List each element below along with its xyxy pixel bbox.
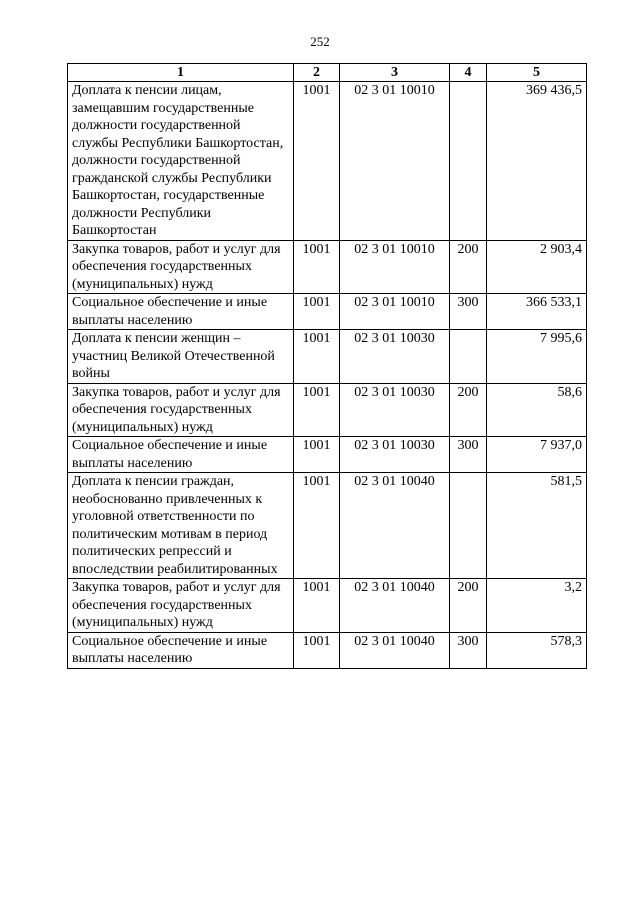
row-amount: 369 436,5 [487,82,587,241]
row-name: Доплата к пенсии женщин – участниц Великой Отечественной войны [68,330,294,384]
row-section-code: 1001 [294,82,340,241]
header-col-2: 2 [294,64,340,82]
row-expense-type [450,473,487,579]
row-target-code: 02 3 01 10040 [340,632,450,668]
row-target-code: 02 3 01 10010 [340,82,450,241]
table-row [68,437,587,473]
table-row [68,330,587,384]
row-expense-type: 300 [450,437,487,473]
table-row [68,82,587,241]
table-row [68,240,587,294]
row-target-code: 02 3 01 10030 [340,437,450,473]
row-expense-type: 300 [450,294,487,330]
row-target-code: 02 3 01 10010 [340,240,450,294]
row-section-code: 1001 [294,240,340,294]
row-section-code: 1001 [294,473,340,579]
row-amount: 366 533,1 [487,294,587,330]
header-col-1: 1 [68,64,294,82]
row-section-code: 1001 [294,383,340,437]
row-expense-type: 200 [450,240,487,294]
row-name: Социальное обеспечение и иные выплаты населению [68,632,294,668]
row-amount: 7 995,6 [487,330,587,384]
row-target-code: 02 3 01 10040 [340,579,450,633]
row-expense-type: 200 [450,383,487,437]
header-col-5: 5 [487,64,587,82]
page-number: 252 [310,34,330,49]
row-name: Доплата к пенсии граждан, необоснованно привлеченных к уголовной ответственности по политическим мотивам в период политических репрессий и впоследствии реабилитированных [68,473,294,579]
budget-table [67,63,587,669]
row-target-code: 02 3 01 10040 [340,473,450,579]
row-amount: 7 937,0 [487,437,587,473]
table-row [68,579,587,633]
row-expense-type: 200 [450,579,487,633]
row-expense-type [450,82,487,241]
row-target-code: 02 3 01 10010 [340,294,450,330]
row-amount: 3,2 [487,579,587,633]
table-header-row [68,64,587,82]
row-name: Закупка товаров, работ и услуг для обеспечения государственных (муниципальных) нужд [68,383,294,437]
header-col-4: 4 [450,64,487,82]
table-row [68,632,587,668]
row-section-code: 1001 [294,437,340,473]
row-section-code: 1001 [294,579,340,633]
row-amount: 58,6 [487,383,587,437]
row-name: Социальное обеспечение и иные выплаты населению [68,294,294,330]
row-section-code: 1001 [294,632,340,668]
row-name: Закупка товаров, работ и услуг для обеспечения государственных (муниципальных) нужд [68,240,294,294]
row-expense-type [450,330,487,384]
row-amount: 581,5 [487,473,587,579]
row-target-code: 02 3 01 10030 [340,330,450,384]
row-name: Социальное обеспечение и иные выплаты населению [68,437,294,473]
row-name: Доплата к пенсии лицам, замещавшим государственные должности государственной службы Республики Башкортостан, должности государственной гражданской службы Республики Башкортостан, государственные должности Республики Башкортостан [68,82,294,241]
row-expense-type: 300 [450,632,487,668]
table-row [68,294,587,330]
header-col-3: 3 [340,64,450,82]
row-amount: 2 903,4 [487,240,587,294]
table-row [68,383,587,437]
table-row [68,473,587,579]
row-section-code: 1001 [294,330,340,384]
row-name: Закупка товаров, работ и услуг для обеспечения государственных (муниципальных) нужд [68,579,294,633]
row-amount: 578,3 [487,632,587,668]
row-target-code: 02 3 01 10030 [340,383,450,437]
row-section-code: 1001 [294,294,340,330]
